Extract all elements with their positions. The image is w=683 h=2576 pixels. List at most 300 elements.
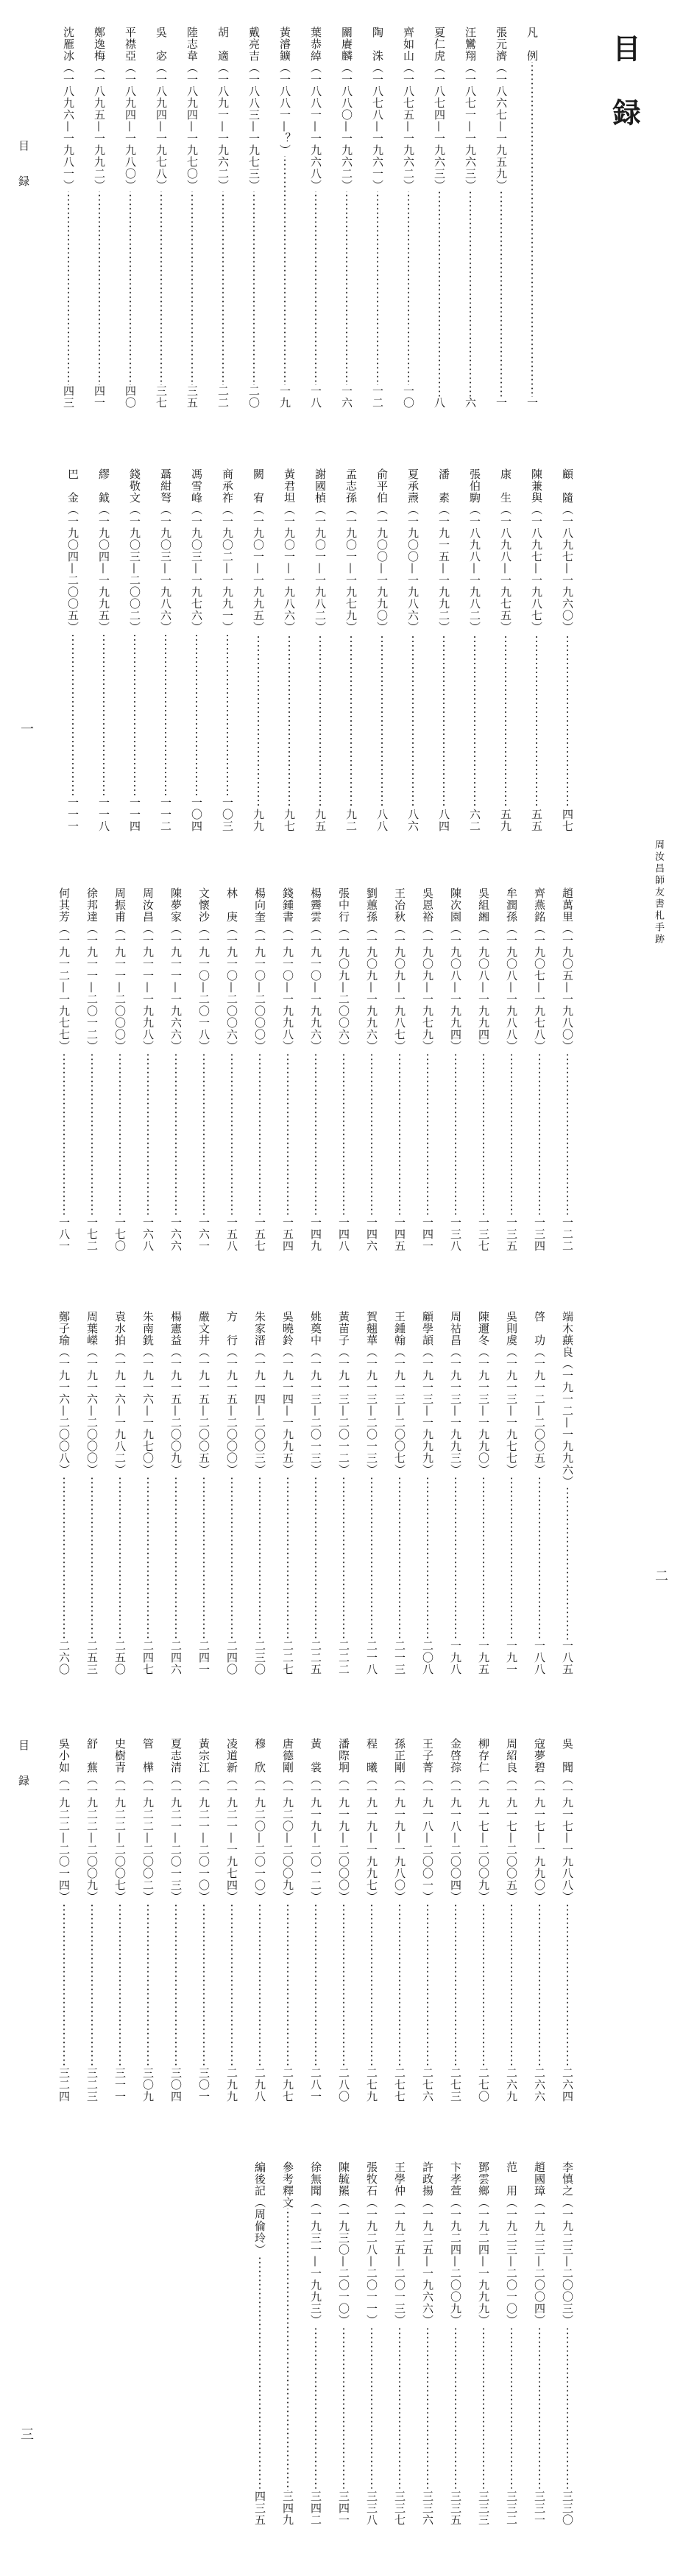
toc-entry xyxy=(558,887,577,1252)
toc-entry-page: 一六八 xyxy=(141,1217,155,1252)
toc-entry xyxy=(390,1738,409,2102)
toc-entry-dates: （一九二〇—二〇〇九） xyxy=(281,1773,294,1903)
toc-entry-dates: （一九二一—一九七四） xyxy=(225,1773,238,1903)
toc-entry-name: 趙國璋 xyxy=(533,2161,546,2197)
dot-leader xyxy=(559,633,576,809)
toc-entry-name: 黃苗子 xyxy=(337,1311,350,1346)
toc-entry-name: 黃宗江 xyxy=(197,1738,210,1773)
toc-entry-dates: （一九〇四—一九九五） xyxy=(97,504,110,633)
toc-entry-dates: （一八九五—一九九二） xyxy=(93,62,106,191)
page-title: 目 録 xyxy=(608,34,641,140)
dot-leader xyxy=(84,1052,100,1217)
dot-leader xyxy=(531,1903,548,2067)
toc-entry-page: 四七 xyxy=(561,809,574,832)
dot-leader xyxy=(475,1052,492,1217)
toc-entry-page: 三一一 xyxy=(113,2067,127,2102)
toc-entry-dates: （一九一一—二〇〇〇） xyxy=(113,923,127,1052)
toc-entry-name: 許政揚 xyxy=(421,2161,434,2197)
toc-entry-name: 王子菁 xyxy=(421,1738,434,1773)
dot-leader xyxy=(140,1052,156,1217)
toc-entry-name: 陳毓羆 xyxy=(337,2161,350,2197)
toc-entry-dates: （一九一五—二〇〇五） xyxy=(197,1346,210,1476)
toc-entry-page: 一三五 xyxy=(505,1217,518,1252)
toc-entry-name: 俞平伯 xyxy=(375,468,389,504)
toc-entry-page: 二五三 xyxy=(85,1640,99,1675)
dot-leader xyxy=(420,1903,436,2067)
dot-leader xyxy=(56,1476,72,1640)
toc-entry-page: 九二 xyxy=(344,809,358,832)
toc-entry xyxy=(222,1311,241,1675)
toc-entry xyxy=(121,27,140,409)
toc-entry xyxy=(474,2161,493,2526)
toc-entry-dates: （一九一八—二〇〇四） xyxy=(449,1773,462,1903)
toc-entry-page: 一一二 xyxy=(159,797,172,832)
dot-leader xyxy=(405,633,421,809)
toc-entry xyxy=(54,887,74,1252)
toc-entry-dates: （一九一二—二〇〇五） xyxy=(533,1346,546,1476)
toc-entry-dates: （一九一三—二〇一三） xyxy=(309,1346,322,1476)
toc-entry-name: 謝國楨 xyxy=(314,468,327,504)
toc-entry-dates: （一八九四—一九七八） xyxy=(155,62,168,191)
toc-entry xyxy=(372,468,392,832)
toc-entry-page: 一八八 xyxy=(533,1640,546,1675)
toc-entry-dates: （一八八〇—一九六二） xyxy=(340,62,353,191)
toc-entry-name: 張元濟 xyxy=(495,27,508,62)
toc-entry-dates: （一八八三—一九七三） xyxy=(247,62,261,191)
toc-entry-page: 三三五 xyxy=(449,2491,462,2526)
toc-entry-name: 吳小如 xyxy=(57,1738,71,1773)
toc-entry-page: 二二二 xyxy=(337,1640,350,1675)
toc-entry-page: 一一四 xyxy=(128,797,141,832)
toc-entry xyxy=(250,887,269,1252)
toc-entry-page: 二六四 xyxy=(561,2067,574,2102)
dot-leader xyxy=(153,191,169,385)
toc-entry xyxy=(194,887,213,1252)
toc-entry-name: 張牧石 xyxy=(365,2161,378,2197)
toc-entry-dates: （一九二五—二〇一三） xyxy=(393,2197,406,2326)
toc-entry-dates: （一九〇九—二〇〇六） xyxy=(337,923,350,1052)
toc-entry-name: 劉蕙孫 xyxy=(365,887,378,923)
toc-entry-name: 錢敬文 xyxy=(128,468,141,504)
toc-entry-name: 唐德剛 xyxy=(281,1738,294,1773)
toc-entry-name: 何其芳 xyxy=(57,887,71,923)
toc-entry-dates: （一八九四—一九八〇） xyxy=(124,62,137,191)
dot-leader xyxy=(392,1903,408,2067)
margin-label-top: 目 録 xyxy=(17,140,30,197)
toc-entry-page: 五五 xyxy=(530,809,543,832)
toc-entry xyxy=(334,2161,353,2526)
toc-entry xyxy=(558,2161,577,2526)
toc-entry-name: 平襟亞 xyxy=(124,27,137,62)
dot-leader xyxy=(559,1488,576,1640)
toc-entry-dates: （一九〇〇—一九八六） xyxy=(406,504,420,633)
toc-entry xyxy=(306,887,325,1252)
toc-entry-dates: （一九一三—一九九〇） xyxy=(477,1346,490,1476)
toc-entry xyxy=(418,1311,437,1675)
toc-entry xyxy=(63,468,82,832)
toc-entry-page: 二四七 xyxy=(141,1640,155,1675)
toc-entry xyxy=(213,27,233,409)
toc-entry xyxy=(54,1738,74,2102)
toc-entry-name: 齊如山 xyxy=(402,27,415,62)
toc-entry-name: 吳曉鈴 xyxy=(281,1311,294,1346)
toc-entry xyxy=(311,468,330,832)
dot-leader xyxy=(112,1476,128,1640)
toc-entry-page: 一四六 xyxy=(365,1217,378,1252)
dot-leader xyxy=(420,1052,436,1217)
toc-entry-dates: （一九二二—二〇〇九） xyxy=(85,1773,99,1903)
toc-entry-dates: （一九一七—二〇〇五） xyxy=(505,1773,518,1903)
toc-entry-name: 胡 適 xyxy=(216,27,230,62)
toc-entry-name: 穆 欣 xyxy=(253,1738,266,1773)
toc-entry-dates: （一九〇四—二〇〇五） xyxy=(66,504,79,633)
toc-entry-dates: （一九〇三—一九八六） xyxy=(159,504,172,633)
toc-entry-name: 啓 功 xyxy=(533,1311,546,1346)
toc-entry-dates: （一九一七—一九九〇） xyxy=(533,1773,546,1903)
dot-leader xyxy=(219,633,236,797)
toc-entry xyxy=(110,1311,130,1675)
toc-entry-dates: （一九一六—二〇〇八） xyxy=(57,1346,71,1476)
toc-entry-dates: （一九一〇—二〇〇六） xyxy=(225,923,238,1052)
toc-entry-name: 鄧雲鄉 xyxy=(477,2161,490,2197)
toc-entry xyxy=(59,27,78,409)
toc-entry-page: 三五 xyxy=(185,385,199,409)
dot-leader xyxy=(447,2326,464,2491)
toc-entry-page: 三三一 xyxy=(533,2491,546,2526)
toc-entry-page: 二八一 xyxy=(309,2067,322,2102)
toc-entry-dates: （一八九一—一九六二） xyxy=(216,62,230,191)
toc-entry xyxy=(530,887,549,1252)
toc-entry-name: 孫正剛 xyxy=(393,1738,406,1773)
toc-entry-dates: （一八七八—一九六一） xyxy=(371,62,384,191)
toc-entry-dates: （一九一〇—一九九六） xyxy=(309,923,322,1052)
toc-entry-dates: （一九一三—一九九三） xyxy=(449,1346,462,1476)
toc-entry xyxy=(403,468,422,832)
toc-entry-name: 柳存仁 xyxy=(477,1738,490,1773)
dot-leader xyxy=(252,2256,268,2491)
toc-entry-name: 康 生 xyxy=(499,468,512,504)
toc-entry xyxy=(337,27,356,409)
toc-entry-dates: （一九〇五—一九八〇） xyxy=(561,923,574,1052)
toc-entry xyxy=(138,887,158,1252)
dot-leader xyxy=(343,633,359,809)
toc-entry-name: 周振甫 xyxy=(113,887,127,923)
toc-entry-page: 三〇四 xyxy=(169,2067,183,2102)
toc-entry-dates: （一九二八—二〇一一） xyxy=(365,2197,378,2326)
toc-entry-name: 牟潤孫 xyxy=(505,887,518,923)
dot-leader xyxy=(528,633,545,809)
toc-entry-page: 一六一 xyxy=(197,1217,210,1252)
toc-entry xyxy=(278,1738,297,2102)
toc-entry-name: 王冶秋 xyxy=(393,887,406,923)
toc-entry xyxy=(250,1311,269,1675)
toc-entry-page: 一九 xyxy=(278,385,291,409)
toc-entry-page: 一四五 xyxy=(393,1217,406,1252)
toc-entry-dates: （一九二二—二〇一四） xyxy=(57,1773,71,1903)
toc-entry-dates: （一八九八—一九八二） xyxy=(468,504,481,633)
toc-entry-dates: （一九一一—一九六六） xyxy=(169,923,183,1052)
toc-entry xyxy=(496,468,515,832)
toc-entry-page: 二四六 xyxy=(169,1640,183,1675)
dot-leader xyxy=(308,1052,324,1217)
toc-entry-page: 二七〇 xyxy=(477,2067,490,2102)
toc-entry-page: 一九一 xyxy=(505,1640,518,1675)
dot-leader xyxy=(447,1052,464,1217)
toc-entry-name: 闕 宥 xyxy=(252,468,265,504)
toc-entry-page: 二三〇 xyxy=(253,1640,266,1675)
toc-entry xyxy=(82,1311,102,1675)
toc-entry-name: 商承祚 xyxy=(221,468,234,504)
toc-entry-page: 一八一 xyxy=(57,1217,71,1252)
dot-leader xyxy=(336,1903,352,2067)
toc-entry-name: 鄭逸梅 xyxy=(93,27,106,62)
toc-entry-page: 三四九 xyxy=(281,2491,294,2526)
toc-entry-name: 楊霽雲 xyxy=(309,887,322,923)
dot-leader xyxy=(475,2326,492,2491)
toc-entry xyxy=(250,1738,269,2102)
dot-leader xyxy=(308,191,324,385)
toc-entry xyxy=(306,1738,325,2102)
toc-entry-page: 三四二 xyxy=(309,2491,322,2526)
toc-entry xyxy=(82,887,102,1252)
toc-entry-dates: （一九一三—二〇〇七） xyxy=(393,1346,406,1476)
toc-entry-dates: （一八八一—一九六八） xyxy=(309,62,322,191)
toc-entry-page: 三三六 xyxy=(421,2491,434,2526)
toc-entry xyxy=(222,1738,241,2102)
toc-entry-name: 周祜昌 xyxy=(449,1311,462,1346)
toc-entry-name: 凡 例 xyxy=(525,27,539,62)
toc-entry xyxy=(362,887,381,1252)
toc-entry-dates: （一九二四—二〇〇九） xyxy=(449,2197,462,2326)
dot-leader xyxy=(312,633,328,809)
dot-leader xyxy=(84,1903,100,2067)
toc-entry-page: 二七三 xyxy=(449,2067,462,2102)
dot-leader xyxy=(168,1052,184,1217)
toc-entry xyxy=(138,1738,158,2102)
dot-leader xyxy=(364,1903,380,2067)
toc-entry-page: 二六〇 xyxy=(57,1640,71,1675)
toc-entry-dates: （一九〇九—一九七九） xyxy=(421,923,434,1052)
toc-entry-page: 四三五 xyxy=(253,2491,266,2526)
toc-entry-page: 一六 xyxy=(340,385,353,409)
toc-entry xyxy=(183,27,202,409)
toc-entry-name: 周葉嶸 xyxy=(85,1311,99,1346)
toc-entry-page: 三四一 xyxy=(337,2491,350,2526)
toc-entry-dates: （一八六七—一九五九） xyxy=(495,62,508,191)
toc-entry-dates: （一九一三—二〇一三） xyxy=(365,1346,378,1476)
toc-entry xyxy=(306,2161,325,2526)
toc-entry-name: 凌道新 xyxy=(225,1738,238,1773)
toc-entry xyxy=(94,468,113,832)
dot-leader xyxy=(246,191,262,385)
toc-entry xyxy=(334,1311,353,1675)
dot-leader xyxy=(392,1476,408,1640)
dot-leader xyxy=(112,1052,128,1217)
toc-entry xyxy=(218,468,237,832)
toc-entry-page: 四一 xyxy=(93,385,106,409)
dot-leader xyxy=(112,1903,128,2067)
dot-leader xyxy=(336,1052,352,1217)
toc-entry-page: 一七二 xyxy=(85,1217,99,1252)
toc-entry-name: 孟志孫 xyxy=(344,468,358,504)
toc-entry-name: 朱家溍 xyxy=(253,1311,266,1346)
toc-entry xyxy=(558,1311,577,1675)
dot-leader xyxy=(374,633,390,809)
dot-leader xyxy=(364,2326,380,2491)
toc-entry xyxy=(222,887,241,1252)
toc-entry-name: 潘 素 xyxy=(437,468,450,504)
toc-entry-dates: （一九〇三—二〇〇二） xyxy=(128,504,141,633)
toc-entry-page: 三三〇 xyxy=(561,2491,574,2526)
toc-entry-page: 一三七 xyxy=(477,1217,490,1252)
toc-entry-dates: （一九一四—一九九五） xyxy=(281,1346,294,1476)
toc-entry-name: 袁水拍 xyxy=(113,1311,127,1346)
folio-three: 三 xyxy=(18,2427,34,2440)
toc-entry-name: 管 樺 xyxy=(141,1738,155,1773)
dot-leader xyxy=(498,633,514,809)
dot-leader xyxy=(224,1476,240,1640)
toc-entry-name: 方 行 xyxy=(225,1311,238,1346)
toc-entry-dates: （一九〇八—一九九四） xyxy=(449,923,462,1052)
dot-leader xyxy=(91,191,107,385)
toc-entry-dates: （一九一四—二〇〇三） xyxy=(253,1346,266,1476)
toc-entry-dates: （一九一三—一九七七） xyxy=(505,1346,518,1476)
toc-entry xyxy=(530,1311,549,1675)
toc-entry xyxy=(82,1738,102,2102)
toc-entry-page: 三三二 xyxy=(505,2491,518,2526)
toc-entry-name: 陳兼與 xyxy=(530,468,543,504)
toc-entry xyxy=(278,887,297,1252)
toc-entry-page: 一一一 xyxy=(66,797,79,832)
toc-entry xyxy=(54,1311,74,1675)
dot-leader xyxy=(475,1903,492,2067)
dot-leader xyxy=(224,1903,240,2067)
toc-entry-page: 三三三 xyxy=(477,2491,490,2526)
toc-entry-name: 編後記（周倫玲） xyxy=(253,2161,266,2256)
dot-leader xyxy=(140,1903,156,2067)
toc-entry-name: 顧學頡 xyxy=(421,1311,434,1346)
dot-leader xyxy=(436,633,452,809)
toc-entry-name: 夏志清 xyxy=(169,1738,183,1773)
toc-entry-page: 五九 xyxy=(499,809,512,832)
toc-entry-name: 徐邦達 xyxy=(85,887,99,923)
toc-entry-name: 葉恭綽 xyxy=(309,27,322,62)
dot-leader xyxy=(531,1476,548,1640)
dot-leader xyxy=(559,2326,576,2491)
toc-entry-name: 陳邇冬 xyxy=(477,1311,490,1346)
dot-leader xyxy=(188,633,205,797)
toc-entry xyxy=(187,468,206,832)
toc-entry-page: 一三四 xyxy=(533,1217,546,1252)
dot-leader xyxy=(96,633,112,797)
toc-entry-dates: （一九一二—一九九六） xyxy=(561,1358,574,1488)
toc-entry xyxy=(275,27,294,409)
toc-entry-page: 一六六 xyxy=(169,1217,183,1252)
toc-entry-page: 三三八 xyxy=(365,2491,378,2526)
toc-entry-dates: （一九〇一—一九八二） xyxy=(314,504,327,633)
toc-entry xyxy=(194,1311,213,1675)
toc-entry-dates: （一八七一—一九六三） xyxy=(464,62,477,191)
dot-leader xyxy=(447,1476,464,1640)
toc-entry xyxy=(334,887,353,1252)
toc-entry xyxy=(334,1738,353,2102)
toc-entry xyxy=(418,2161,437,2526)
toc-entry xyxy=(474,1738,493,2102)
toc-entry xyxy=(558,468,577,832)
toc-entry-page: 二八〇 xyxy=(337,2067,350,2102)
toc-entry xyxy=(527,468,546,832)
toc-entry-name: 吳 聞 xyxy=(561,1738,574,1773)
toc-entry-page: 二七六 xyxy=(421,2067,434,2102)
toc-entry-dates: （一九一六—二〇〇〇） xyxy=(85,1346,99,1476)
toc-entry-dates: （一九二五—一九六六） xyxy=(421,2197,434,2326)
dot-leader xyxy=(369,191,386,385)
toc-entry-dates: （一九一一—一九九八） xyxy=(141,923,155,1052)
dot-leader xyxy=(493,191,509,397)
toc-entry-name: 周汝昌 xyxy=(141,887,155,923)
toc-entry xyxy=(110,1738,130,2102)
toc-entry-dates: （一九〇九—一九九六） xyxy=(365,923,378,1052)
dot-leader xyxy=(392,1052,408,1217)
toc-entry-dates: （一九〇一—一九八六） xyxy=(283,504,296,633)
toc-entry-name: 巴 金 xyxy=(66,468,79,504)
toc-entry-dates: （一八九七—一九六〇） xyxy=(561,504,574,633)
toc-entry-name: 李慎之 xyxy=(561,2161,574,2197)
margin-label-bottom: 目 録 xyxy=(17,1739,30,1796)
dot-leader xyxy=(339,191,355,385)
toc-entry xyxy=(306,27,325,409)
toc-entry-page: 三〇一 xyxy=(197,2067,210,2102)
toc-entry-page: 二二 xyxy=(216,385,230,409)
toc-entry-name: 卞孝萱 xyxy=(449,2161,462,2197)
toc-entry-dates: （一九〇三—一九七六） xyxy=(190,504,203,633)
dot-leader xyxy=(336,1476,352,1640)
toc-entry-name: 范 用 xyxy=(505,2161,518,2197)
toc-entry xyxy=(166,1738,185,2102)
toc-entry-page: 一〇 xyxy=(402,385,415,409)
toc-entry-page: 八八 xyxy=(375,809,389,832)
toc-entry-page: 九九 xyxy=(252,809,265,832)
toc-entry-name: 汪鸞翔 xyxy=(464,27,477,62)
toc-entry-page: 二〇 xyxy=(247,385,261,409)
running-header: 周汝昌師友書札手跡 xyxy=(653,840,664,946)
toc-entry-dates: （一九〇一—一九九五） xyxy=(252,504,265,633)
dot-leader xyxy=(252,1476,268,1640)
toc-entry xyxy=(362,2161,381,2526)
toc-entry-dates: （一九一〇—一九九八） xyxy=(281,923,294,1052)
toc-entry-name: 文懷沙 xyxy=(197,887,210,923)
toc-entry xyxy=(306,1311,325,1675)
dot-leader xyxy=(196,1476,212,1640)
toc-entry-dates: （一九二三—二〇〇三） xyxy=(561,2197,574,2326)
dot-leader xyxy=(168,1476,184,1640)
toc-entry xyxy=(362,1311,381,1675)
toc-entry xyxy=(390,887,409,1252)
toc-entry-dates: （一九三一—一九九三） xyxy=(309,2197,322,2326)
dot-leader xyxy=(364,1476,380,1640)
toc-entry-page: 九七 xyxy=(283,809,296,832)
dot-leader xyxy=(196,1903,212,2067)
toc-entry xyxy=(502,2161,521,2526)
toc-entry-name: 戴亮吉 xyxy=(247,27,261,62)
toc-entry xyxy=(399,27,418,409)
toc-entry-name: 關賡麟 xyxy=(340,27,353,62)
toc-entry xyxy=(461,27,480,409)
toc-entry xyxy=(446,1311,465,1675)
toc-entry xyxy=(194,1738,213,2102)
toc-entry-page: 二六六 xyxy=(533,2067,546,2102)
toc-entry-dates: （一九二四—一九九九） xyxy=(477,2197,490,2326)
